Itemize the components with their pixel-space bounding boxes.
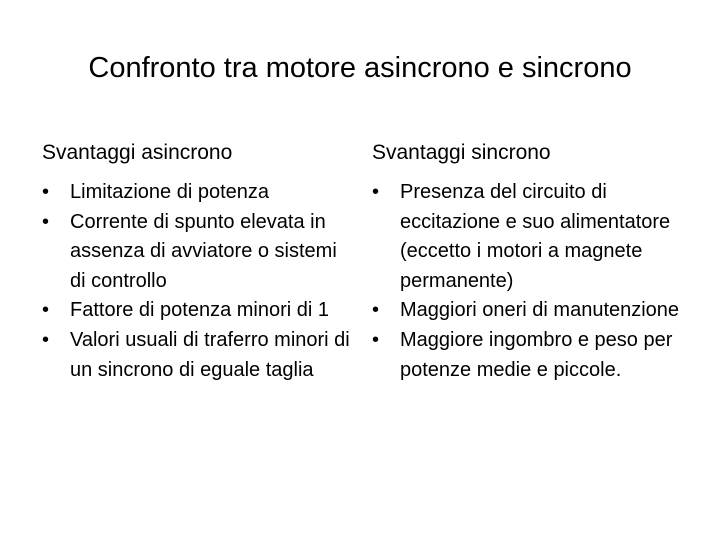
list-item-text: Corrente di spunto elevata in assenza di avviatore o sistemi di controllo xyxy=(70,210,337,292)
asynchronous-disadvantages-column xyxy=(42,138,352,385)
bullet-icon: • xyxy=(372,328,380,351)
list-item-text: Presenza del circuito di eccitazione e suo alimentatore (eccetto i motori a magnete permanente) xyxy=(400,181,671,292)
bullet-icon: • xyxy=(42,181,50,203)
list-item-text: Maggiori oneri di manutenzione xyxy=(400,299,680,322)
bullet-icon: • xyxy=(372,299,380,322)
list-item xyxy=(372,326,692,385)
list-item-text: Maggiore ingombro e peso per potenze medie e piccole. xyxy=(400,328,673,381)
synchronous-disadvantages-column xyxy=(372,138,692,385)
list-item xyxy=(42,208,352,297)
bullet-icon: • xyxy=(42,299,50,322)
slide-title: Confronto tra motore asincrono e sincrono xyxy=(88,52,632,84)
list-item-text: Fattore di potenza minori di 1 xyxy=(70,299,330,322)
bullet-icon: • xyxy=(42,210,50,233)
synchronous-disadvantages-list xyxy=(372,178,692,385)
list-item xyxy=(42,326,352,385)
asynchronous-disadvantages-list xyxy=(42,178,352,385)
list-item xyxy=(372,178,692,296)
synchronous-disadvantages-heading: Svantaggi sincrono xyxy=(372,141,551,164)
list-item-text: Limitazione di potenza xyxy=(70,181,270,203)
bullet-icon: • xyxy=(372,181,380,203)
list-item xyxy=(372,296,692,326)
bullet-icon: • xyxy=(42,328,50,351)
list-item xyxy=(42,178,352,208)
list-item-text: Valori usuali di traferro minori di un sincrono di eguale taglia xyxy=(70,328,350,381)
list-item xyxy=(42,296,352,326)
asynchronous-disadvantages-heading: Svantaggi asincrono xyxy=(42,141,233,164)
